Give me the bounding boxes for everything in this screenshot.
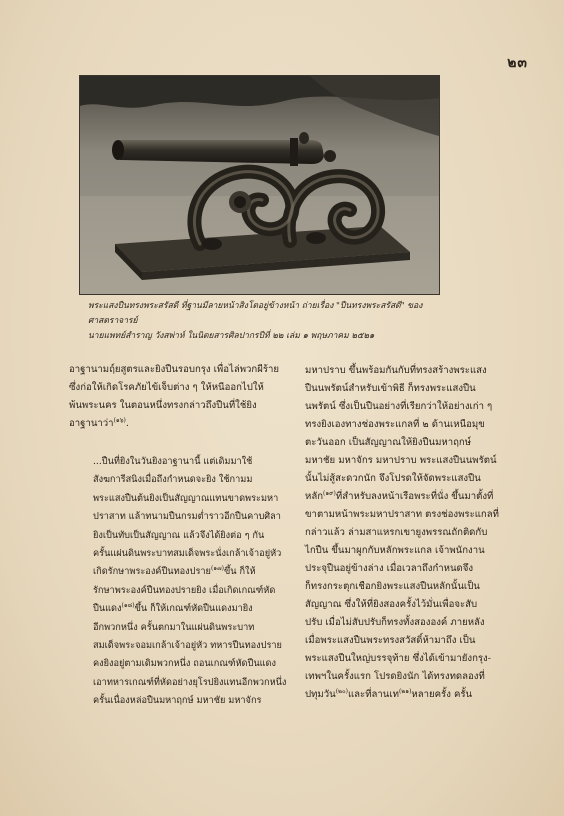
text-line: ปรับ เมื่อไม่สับปรับก็ทรงทั้งสององค์ ภายหลัง [305, 617, 485, 628]
block-quote [93, 453, 293, 711]
page-number: ๒๓ [507, 55, 528, 71]
text-line: ทรงยิงเองทางช่องพระแกลที่ ๒ ด้านเหนือมุข [305, 419, 485, 430]
text-line: ไกปืน ขึ้นมาผูกกับหลักพระแกล เจ้าพนักงาน [305, 545, 485, 556]
text-line: ครั้นแผ่นดินพระบาทสมเด็จพระนั่งเกล้าเจ้าอยู่หัว [93, 548, 282, 560]
text-line: ประจุปืนอยู่ข้างล่าง เมื่อเวลาถึงกำหนดจึง [305, 563, 474, 574]
text-line: ก็ทรงกระตุกเชือกยิงพระแสงปืนหลักนั้นเป็น [305, 581, 480, 592]
footnote-ref: (๒๐) [335, 688, 348, 695]
text-line: เมื่อพระแสงปืนพระทรงสวัสดิ์ห้ามาถึง เป็น [305, 635, 476, 646]
text-line: สมเด็จพระจอมเกล้าเจ้าอยู่หัว ทหารปืนทองปราย [93, 640, 282, 652]
cannon-photo [79, 75, 440, 295]
text-line: นพรัตน์ ซึ่งเป็นปืนอย่างที่เรียกว่าให้อย่างเก่า ๆ [305, 401, 493, 412]
text-line: คงยิงอยู่ตามเดิมพวกหนึ่ง ถอนเกณฑ์หัดปืนแดง [93, 658, 276, 670]
text-line: ปทุมวัน$^{(๒๐)}$และที่ลานเท$^{(๒๑)}$หลายครั้ง ครั้น [305, 688, 473, 700]
text-line: ...ปืนที่ยิงในวันยิงอาฐานานี้ แต่เดิมมาใช้ [93, 456, 253, 467]
text-line: หลัก$^{(๑๙)}$ที่สำหรับลงหน้าเรือพระที่นั่ง ขึ้นมาตั้งที่ [305, 490, 494, 502]
text-line: ซึ่งก่อให้เกิดโรคภัยไข้เจ็บต่าง ๆ ให้หนีออกไปให้ [69, 382, 264, 393]
footnote-ref: (๑๘) [121, 602, 135, 610]
text-line: มหาชัย มหาจักร มหาปราบ พระแสงปืนนพรัตน์ [305, 455, 497, 466]
text-line: พระแสงปืนใหญ่บรรจุท้าย ซึ่งได้เข้ามายังกรุง- [305, 653, 491, 664]
right-column [305, 362, 505, 704]
footnote-ref: (๑๗) [210, 565, 224, 573]
text-line: รักษาพระองค์ปืนทองปรายยิง เมื่อเกิดเกณฑ์หัด [93, 584, 276, 596]
text-line: กล่าวแล้ว ล่ามสาแหรกเขายูงพรรณถักติดกับ [305, 527, 488, 538]
text-line: นั้นไม่สู้สะดวกนัก จึงโปรดให้จัดพระแสงปืน [305, 473, 481, 484]
text-line: ครั้นเนื่องหล่อปืนมหาฤกษ์ มหาชัย มหาจักร [93, 695, 262, 707]
text-line: พระแสงปืนต้นยิงเป็นสัญญาณแทนขาดพระมหา [93, 492, 279, 504]
text-line: ปราสาท แล้าทนามปืนกรมต่ำราวอีกปืนคาบศิลา [93, 511, 281, 523]
text-line: ขาตามหน้าพระมหาปราสาท ตรงช่องพระแกลที่ [305, 509, 499, 520]
text-line: อาฐานาว่า$^{(๑๖)}$. [69, 417, 129, 429]
text-line: ยิงเป็นทับเป็นสัญญาณ แล้วจึงได้ยิงต่อ ๆ กัน [93, 529, 265, 541]
text-line: ปืนแดง$^{(๑๘)}$ขึ้น ก็ให้เกณฑ์หัดปืนแดงมายิง [93, 602, 253, 615]
left-intro [69, 361, 289, 433]
photo-caption [88, 299, 448, 344]
text-line: เทพฯในครั้งแรก โปรดยิงนัก ได้ทรงทดลองที่ [305, 671, 485, 682]
text-line: มหาปราบ ขึ้นพร้อมกันกับที่ทรงสร้างพระแสง [305, 365, 487, 376]
footnote-ref: (๑๙) [323, 490, 336, 497]
caption-line: พระแสงปืนทรงพระสรัสดี ที่ฐานมีลายหน้าสิงโตอยู่ข้างหน้า ถ่ายเรื่อง "ปืนทรงพระสรัสดี" ของ ศาสตราจารย์ [88, 301, 423, 326]
text-line: ปืนนพรัตน์สำหรับเข้าพิธี ก็ทรงพระแสงปืน [305, 383, 476, 394]
caption-line: นายแพทย์สำราญ วังสพ่าห์ ในนิตยสารศิลปากรปีที่ ๒๒ เล่ม ๑ พฤษภาคม ๒๕๒๑ [88, 331, 375, 341]
text-line: เกิดรักษาพระองค์ปืนทองปราย$^{(๑๗)}$ขึ้น ก็ให้ [93, 565, 256, 578]
text-line: อีกพวกหนึ่ง ครั้นตกมาในแผ่นดินพระบาท [93, 621, 255, 633]
footnote-ref: (๒๑) [398, 688, 412, 695]
text-line: พ้นพระนคร ในตอนหนึ่งทรงกล่าวถึงปืนที่ใช้ยิง [69, 400, 257, 411]
text-line: เอาทหารเกณฑ์ที่หัดอย่างยุโรปยิงแทนอีกพวกหนึ่ง [93, 676, 287, 688]
text-line: ตะวันออก เป็นสัญญาณให้ยิงปืนมหาฤกษ์ [305, 437, 472, 448]
text-line: สังฆการีสนิงเมื่อถึงกำหนดจะยิง ใช้กามม [93, 474, 253, 486]
text-line: อาฐานามฤ์ยสูตรและยิงปืนรอบกรุง เพื่อไล่พวกผีร้าย [69, 364, 280, 375]
footnote-ref: (๑๖) [113, 417, 126, 424]
text-line: สัญญาณ ซึ่งให้ที่ยิงสองครั้งไว้มั่นเพื่อจะสับ [305, 599, 478, 610]
